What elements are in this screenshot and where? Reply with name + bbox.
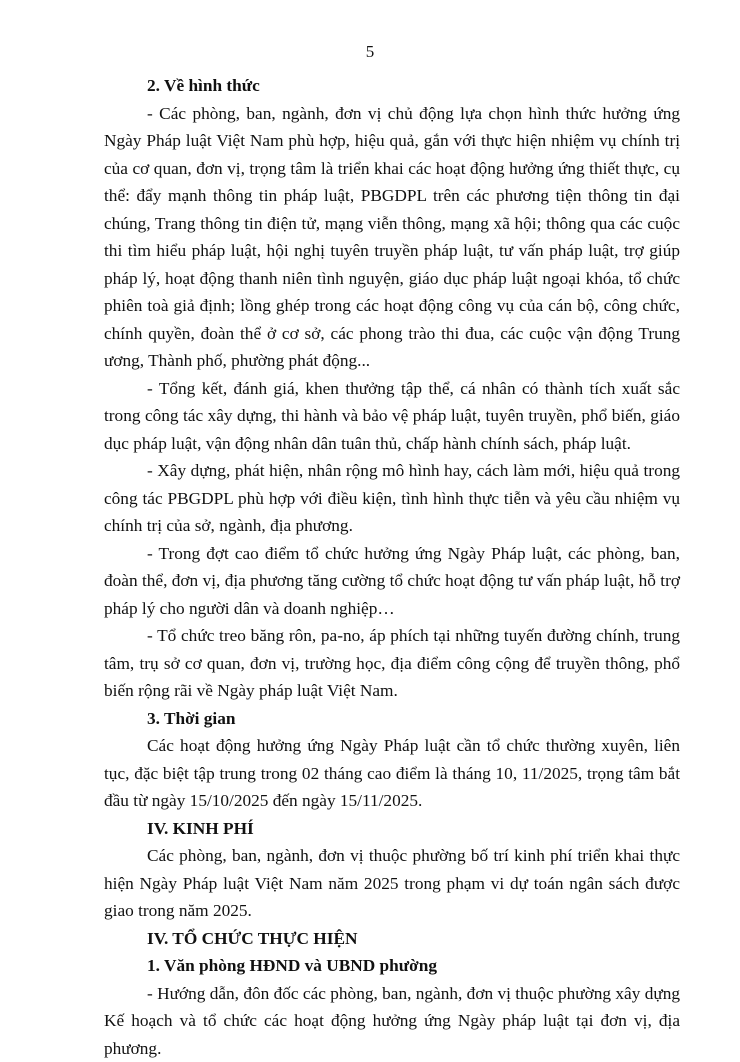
paragraph-office-guidance: - Hướng dẫn, đôn đốc các phòng, ban, ngành, đơn vị thuộc phường xây dựng Kế hoạch và tổ chức các hoạt động hưởng ứng Ngày pháp luật tại đơn vị, địa phương. [104, 980, 680, 1062]
paragraph-form-banner: - Tổ chức treo băng rôn, pa-no, áp phích tại những tuyến đường chính, trung tâm, trụ sở cơ quan, đơn vị, trường học, địa điểm công cộng để truyền thông, phổ biến rộng rãi về Ngày pháp luật Việt Nam. [104, 622, 680, 705]
section-heading-form: 2. Về hình thức [104, 72, 680, 100]
section-heading-office: 1. Văn phòng HĐND và UBND phường [104, 952, 680, 980]
section-heading-budget: IV. KINH PHÍ [104, 815, 680, 843]
paragraph-budget: Các phòng, ban, ngành, đơn vị thuộc phường bố trí kinh phí triển khai thực hiện Ngày Pháp luật Việt Nam năm 2025 trong phạm vi dự toán ngân sách được giao trong năm 2025. [104, 842, 680, 925]
paragraph-form-reward: - Tổng kết, đánh giá, khen thưởng tập thể, cá nhân có thành tích xuất sắc trong công tác xây dựng, thi hành và bảo vệ pháp luật, tuyên truyền, phổ biến, giáo dục pháp luật, vận động nhân dân tuân thủ, chấp hành chính sách, pháp luật. [104, 375, 680, 458]
paragraph-time: Các hoạt động hưởng ứng Ngày Pháp luật cần tổ chức thường xuyên, liên tục, đặc biệt tập trung trong 02 tháng cao điểm là tháng 10, 11/2025, trọng tâm bắt đầu từ ngày 15/10/2025 đến ngày 15/11/2025. [104, 732, 680, 815]
page-number: 5 [0, 42, 740, 62]
paragraph-form-peak: - Trong đợt cao điểm tổ chức hưởng ứng Ngày Pháp luật, các phòng, ban, đoàn thể, đơn vị, địa phương tăng cường tổ chức hoạt động tư vấn pháp luật, hỗ trợ pháp lý cho người dân và doanh nghiệp… [104, 540, 680, 623]
section-heading-time: 3. Thời gian [104, 705, 680, 733]
paragraph-form-model: - Xây dựng, phát hiện, nhân rộng mô hình hay, cách làm mới, hiệu quả trong công tác PBGDPL phù hợp với điều kiện, tình hình thực tiễn và yêu cầu nhiệm vụ chính trị của sở, ngành, địa phương. [104, 457, 680, 540]
section-heading-implementation: IV. TỔ CHỨC THỰC HIỆN [104, 925, 680, 953]
document-body [104, 72, 680, 1062]
paragraph-form-choice: - Các phòng, ban, ngành, đơn vị chủ động lựa chọn hình thức hưởng ứng Ngày Pháp luật Việt Nam phù hợp, hiệu quả, gắn với thực hiện nhiệm vụ chính trị của cơ quan, đơn vị, trọng tâm là triển khai các hoạt động hưởng ứng thiết thực, cụ thể: đẩy mạnh thông tin pháp luật, PBGDPL trên các phương tiện thông tin đại chúng, Trang thông tin điện tử, mạng viễn thông, mạng xã hội; thông qua các cuộc thi tìm hiểu pháp luật, hội nghị tuyên truyền pháp luật, tư vấn pháp luật, trợ giúp pháp lý, hoạt động thanh niên tình nguyện, giáo dục pháp luật ngoại khóa, tổ chức phiên toà giả định; lồng ghép trong các hoạt động công vụ của cán bộ, công chức, chính quyền, đoàn thể ở cơ sở, các phong trào thi đua, các cuộc vận động Trung ương, Thành phố, phường phát động... [104, 100, 680, 375]
